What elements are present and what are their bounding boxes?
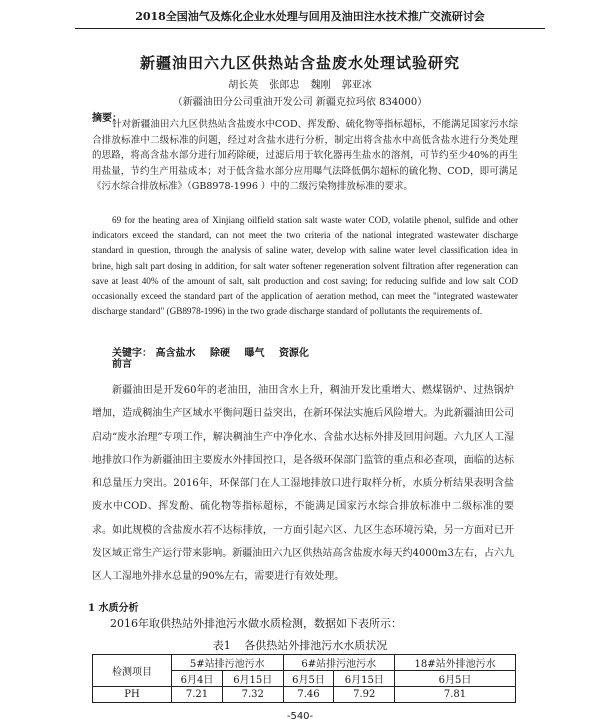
table-group-header: 18#站外排池污水 <box>395 655 516 671</box>
keyword: 曝气 <box>244 348 265 359</box>
conference-header: 2018全国油气及炼化企业水处理与回用及油田注水技术推广交流研讨会 <box>75 10 545 29</box>
section-heading: 1 水质分析 <box>88 603 139 614</box>
abstract-label: 摘要： <box>92 113 122 124</box>
table-row <box>93 687 516 703</box>
author-list <box>0 76 600 91</box>
foreword-body: 新疆油田是开发60年的老油田，油田含水上升，稠油开发比重增大、燃煤锅炉、过热锅炉增加，造成稠油生产区域水平衡问题日益突出，在新环保法实施后风险增大。为此新疆油田公司启动“废水治理”专项工作，解决稠油生产中净化水、含盐水达标外排及回用问题。六九区人工湿地排放口作为新疆油田主要废水外排国控口，是各级环保部门监管的重点和必查项，面临的达标和总量压力突出。2016年，环保部门在人工湿地排放口进行取样分析，水质分析结果表明含盐废水中COD、挥发酚、硫化物等指标超标，不能满足国家污水综合排放标准中二级标准的要求。如此规模的含盐废水若不达标排放，一方面引起六区、九区生态环境污染，另一方面对已开发区域正常生产运行带来影响。新疆油田六九区供热站高含盐废水每天约4000m3左右，占六九区人工湿地外排水总量的90%左右，需要进行有效处理。 <box>92 385 514 583</box>
keywords-label: 关键字： <box>112 348 152 359</box>
table-caption: 表1 各供热站外排池污水水质状况 <box>212 639 388 652</box>
table-cell: 7.81 <box>395 687 516 703</box>
page-number: -540- <box>286 711 314 722</box>
paper-title: 新疆油田六九区供热站含盐废水处理试验研究 <box>139 54 460 72</box>
foreword-heading: 前言 <box>112 359 132 370</box>
table-header-row <box>93 655 516 671</box>
keywords <box>112 344 320 359</box>
table-cell: 7.21 <box>172 687 223 703</box>
table-cell: 7.46 <box>283 687 334 703</box>
table-date-cell: 6月15日 <box>222 671 283 687</box>
author: 魏刚 <box>310 80 331 91</box>
water-quality-table <box>92 654 516 703</box>
section-intro-text: 2016年取供热站外排池污水做水质检测，数据如下表所示： <box>110 617 402 630</box>
table-cell: 7.32 <box>222 687 283 703</box>
table-header-cell: 检测项目 <box>93 655 172 687</box>
author: 胡长英 <box>228 80 259 91</box>
abstract-chinese: 针对新疆油田六九区供热站含盐废水中COD、挥发酚、硫化物等指标超标，不能满足国家污水综合排放标准中二级标准的问题，经过对含盐水进行分析，制定出将含盐水中高低含盐水进行分类处理的思路，将高含盐水部分进行加药除硬，过滤后用于软化器再生盐水的溶剂，可节约至少40%的再生用盐量，节约生产用盐成本；对于低含盐水部分应用曝气法降低偶尔超标的硫化物、COD，即可满足《污水综合排放标准》（GB8978-1996 ）中的二级污染物排放标准的要求。 <box>92 119 518 192</box>
table-group-header: 5#站排污池污水 <box>172 655 284 671</box>
table-date-cell: 6月5日 <box>283 671 334 687</box>
table-date-cell: 6月4日 <box>172 671 223 687</box>
author: 张郎忠 <box>269 80 300 91</box>
author: 郭亚冰 <box>341 80 372 91</box>
table-group-header: 6#站排污池污水 <box>283 655 395 671</box>
keyword: 除硬 <box>209 348 230 359</box>
table-date-cell: 6月15日 <box>334 671 395 687</box>
abstract-english: 69 for the heating area of Xinjiang oilfield station salt waste water COD, volatile phenol, sulfide and other indicators exceed the standard, can not meet the two criteria of the national integrated wastewater discharge standard in question, through the analysis of saline water, develop with saline water level classification idea in brine, high salt part dosing in addition, for salt water softener regeneration solvent filtration after regeneration can save at least 40% of the amount of salt, salt production and cost saving; for reducing sulfide and low salt COD occasionally exceed the standard part of the application of aeration method, can meet the "integrated wastewater discharge standard" (GB8978-1996) in the two grade discharge standard of pollutants the requirements of. <box>92 215 518 317</box>
table-cell-item: PH <box>93 687 172 703</box>
table-cell: 7.92 <box>334 687 395 703</box>
table-date-cell: 6月5日 <box>395 671 516 687</box>
keyword: 资源化 <box>278 348 309 359</box>
affiliation: （新疆油田分公司重油开发公司 新疆克拉玛依 834000） <box>172 97 428 108</box>
keyword: 高含盐水 <box>155 348 196 359</box>
